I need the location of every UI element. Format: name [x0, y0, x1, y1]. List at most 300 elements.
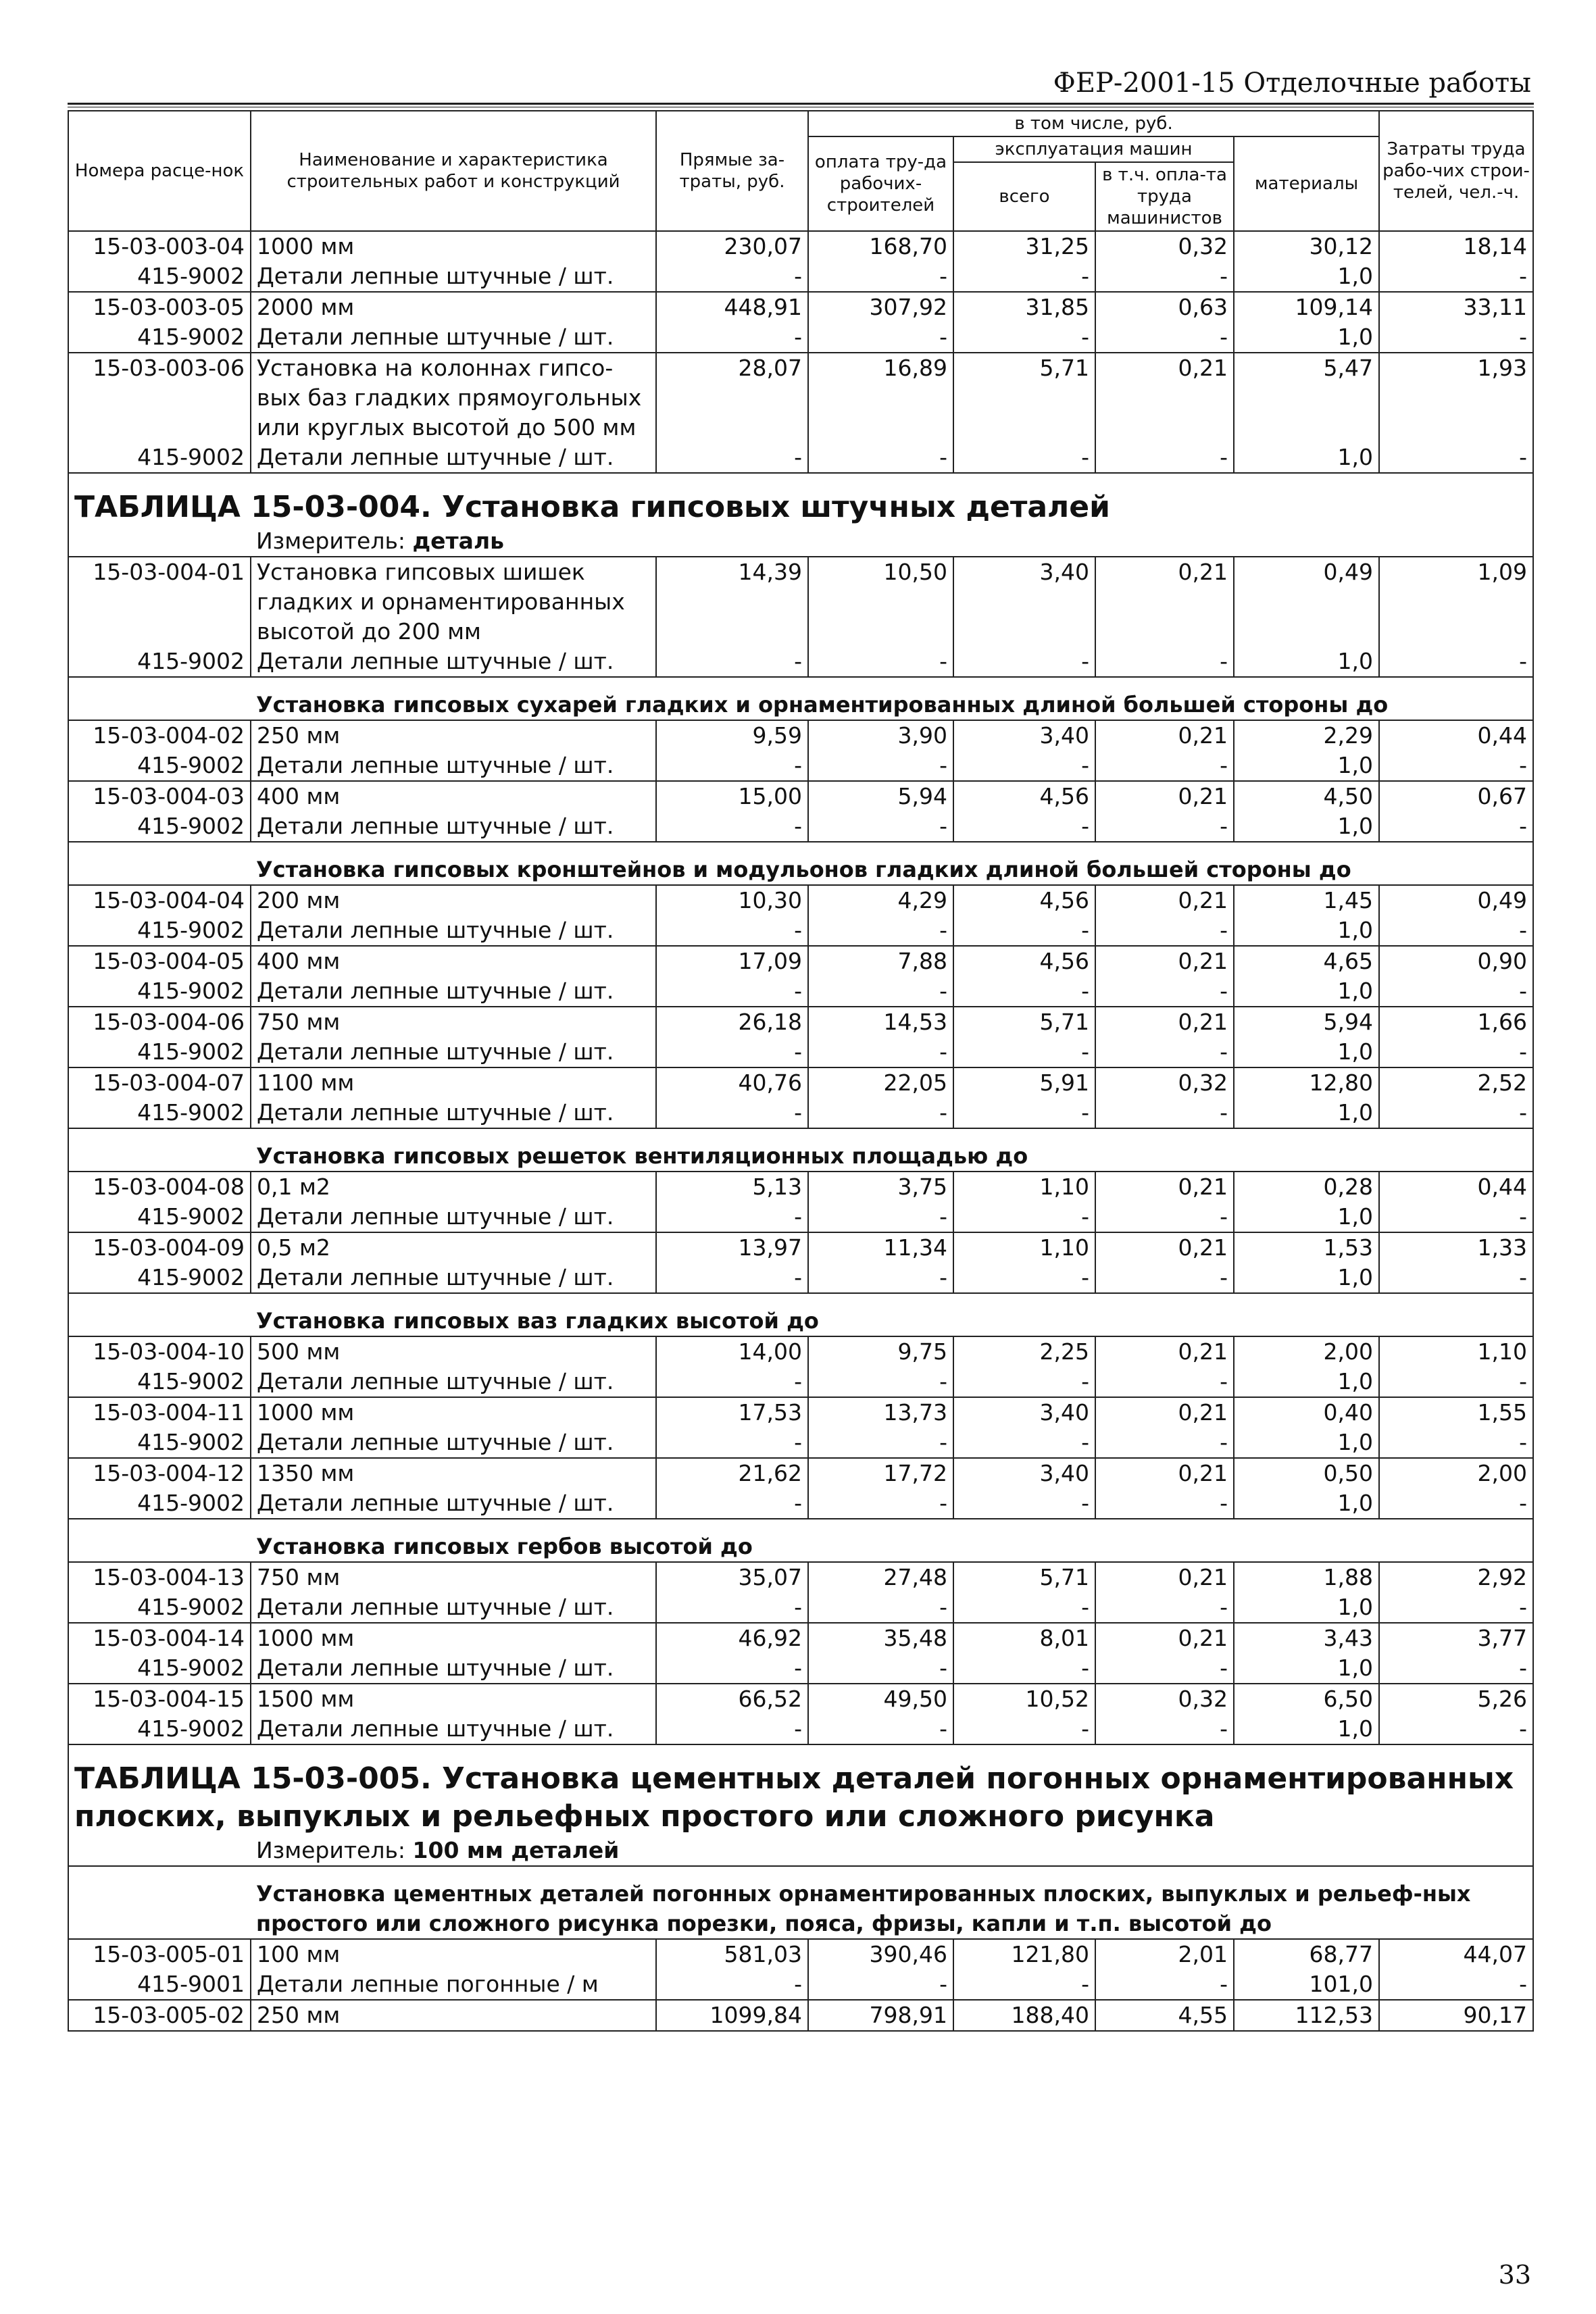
- cell-direct: -: [656, 811, 808, 842]
- cell-wages: 22,05: [808, 1067, 953, 1098]
- work-name: 1000 мм: [251, 231, 656, 261]
- cell-mach-wages: -: [1095, 1202, 1234, 1232]
- cell-mach-total: -: [953, 443, 1095, 473]
- table-row: [68, 292, 1533, 322]
- group-heading: Установка гипсовых сухарей гладких и орнаментированных длиной большей стороны до: [251, 677, 1533, 720]
- cell-mach-wages: 0,32: [1095, 231, 1234, 261]
- work-name: Детали лепные штучные / шт.: [251, 1098, 656, 1128]
- cell-direct: -: [656, 1202, 808, 1232]
- work-name: Детали лепные штучные / шт.: [251, 1428, 656, 1458]
- resource-row: [68, 1202, 1533, 1232]
- cell-mach-wages: 0,32: [1095, 1067, 1234, 1098]
- table-row: [68, 1623, 1533, 1653]
- page-header: ФЕР-2001-15 Отделочные работы: [1053, 68, 1531, 99]
- work-name: Детали лепные штучные / шт.: [251, 915, 656, 946]
- cell-materials: 30,12: [1234, 231, 1379, 261]
- rate-code: 15-03-004-07: [68, 1067, 251, 1098]
- work-name: Детали лепные штучные / шт.: [251, 261, 656, 292]
- col-header-machines: эксплуатация машин: [953, 136, 1234, 162]
- cell-mach-wages: 0,21: [1095, 1232, 1234, 1263]
- cell-labor: -: [1379, 1098, 1533, 1128]
- cell-mach-wages: 0,21: [1095, 1623, 1234, 1653]
- cell-mach-total: 5,71: [953, 353, 1095, 443]
- work-name: 0,5 м2: [251, 1232, 656, 1263]
- rate-code: 415-9002: [68, 1653, 251, 1684]
- rate-code: 15-03-004-13: [68, 1562, 251, 1592]
- cell-direct: 66,52: [656, 1684, 808, 1714]
- unit-value: 100 мм деталей: [412, 1837, 620, 1863]
- cell-wages: 307,92: [808, 292, 953, 322]
- group-spacer: [68, 1128, 251, 1172]
- cell-direct: 5,13: [656, 1172, 808, 1202]
- cell-labor: -: [1379, 261, 1533, 292]
- cell-mach-wages: -: [1095, 1367, 1234, 1397]
- cell-wages: 49,50: [808, 1684, 953, 1714]
- header-rule: [68, 103, 1534, 105]
- cell-labor: 1,93: [1379, 353, 1533, 443]
- cell-mach-wages: 0,63: [1095, 292, 1234, 322]
- cell-mach-total: -: [953, 811, 1095, 842]
- cell-mach-total: 3,40: [953, 720, 1095, 751]
- cell-direct: 21,62: [656, 1458, 808, 1488]
- resource-row: [68, 1488, 1533, 1519]
- cell-materials: 0,49: [1234, 557, 1379, 647]
- cell-direct: 230,07: [656, 231, 808, 261]
- rate-code: 415-9002: [68, 1714, 251, 1744]
- cell-mach-wages: -: [1095, 1263, 1234, 1293]
- cell-mach-total: 4,56: [953, 946, 1095, 976]
- rate-code: 415-9002: [68, 1367, 251, 1397]
- cell-labor: 0,44: [1379, 1172, 1533, 1202]
- cell-mach-wages: -: [1095, 1653, 1234, 1684]
- cell-labor: -: [1379, 1653, 1533, 1684]
- table-row: [68, 781, 1533, 811]
- cell-labor: -: [1379, 1714, 1533, 1744]
- cell-labor: 1,09: [1379, 557, 1533, 647]
- cell-direct: -: [656, 1037, 808, 1067]
- col-header-name: Наименование и характеристика строительных работ и конструкций: [251, 111, 656, 231]
- cell-mach-wages: 0,21: [1095, 1172, 1234, 1202]
- cell-mach-wages: -: [1095, 647, 1234, 677]
- cell-labor: -: [1379, 1592, 1533, 1623]
- cell-materials: 1,0: [1234, 443, 1379, 473]
- rate-code: 415-9002: [68, 976, 251, 1007]
- cell-wages: 798,91: [808, 2000, 953, 2031]
- work-name: Детали лепные штучные / шт.: [251, 751, 656, 781]
- rate-code: 15-03-005-02: [68, 2000, 251, 2031]
- cell-labor: 18,14: [1379, 231, 1533, 261]
- cell-direct: -: [656, 261, 808, 292]
- work-name: 750 мм: [251, 1007, 656, 1037]
- cell-mach-total: -: [953, 1428, 1095, 1458]
- col-header-labor: Затраты труда рабо-чих строи-телей, чел.-ч.: [1379, 111, 1533, 231]
- cell-mach-wages: 4,55: [1095, 2000, 1234, 2031]
- cell-wages: -: [808, 1592, 953, 1623]
- cell-mach-total: -: [953, 1202, 1095, 1232]
- table-row: [68, 885, 1533, 915]
- group-spacer: [68, 1519, 251, 1562]
- table-row: [68, 353, 1533, 443]
- group-heading: Установка гипсовых гербов высотой до: [251, 1519, 1533, 1562]
- work-name: Детали лепные штучные / шт.: [251, 1488, 656, 1519]
- measure-unit: [251, 1836, 1533, 1866]
- cell-wages: 5,94: [808, 781, 953, 811]
- cell-direct: -: [656, 1098, 808, 1128]
- cell-wages: 11,34: [808, 1232, 953, 1263]
- cell-direct: -: [656, 751, 808, 781]
- rate-code: 15-03-004-05: [68, 946, 251, 976]
- cell-direct: 14,00: [656, 1336, 808, 1367]
- cell-direct: 10,30: [656, 885, 808, 915]
- cell-direct: 46,92: [656, 1623, 808, 1653]
- rate-code: 15-03-004-15: [68, 1684, 251, 1714]
- unit-label: Измеритель:: [256, 528, 406, 554]
- cell-mach-total: 3,40: [953, 1397, 1095, 1428]
- cell-labor: 1,66: [1379, 1007, 1533, 1037]
- resource-row: [68, 261, 1533, 292]
- cell-mach-wages: -: [1095, 443, 1234, 473]
- cell-direct: 17,53: [656, 1397, 808, 1428]
- unit-spacer: [68, 526, 251, 557]
- work-name: Детали лепные штучные / шт.: [251, 811, 656, 842]
- cell-direct: -: [656, 1428, 808, 1458]
- cell-labor: 5,26: [1379, 1684, 1533, 1714]
- cell-direct: 581,03: [656, 1939, 808, 1969]
- cell-mach-wages: -: [1095, 1488, 1234, 1519]
- measure-unit-row: [68, 526, 1533, 557]
- col-header-incl: в том числе, руб.: [808, 111, 1379, 136]
- table-row: [68, 1232, 1533, 1263]
- table-row: [68, 1172, 1533, 1202]
- cell-materials: 1,0: [1234, 1367, 1379, 1397]
- work-name: Установка гипсовых шишек гладких и орнаментированных высотой до 200 мм: [251, 557, 656, 647]
- work-name: 2000 мм: [251, 292, 656, 322]
- cell-direct: 9,59: [656, 720, 808, 751]
- unit-label: Измеритель:: [256, 1837, 406, 1863]
- cell-mach-wages: 0,21: [1095, 1562, 1234, 1592]
- cell-wages: 390,46: [808, 1939, 953, 1969]
- work-name: Детали лепные штучные / шт.: [251, 443, 656, 473]
- cell-wages: 9,75: [808, 1336, 953, 1367]
- rate-code: 415-9002: [68, 443, 251, 473]
- cell-mach-total: 4,56: [953, 781, 1095, 811]
- rate-code: 15-03-004-12: [68, 1458, 251, 1488]
- cell-wages: -: [808, 443, 953, 473]
- cell-direct: -: [656, 1969, 808, 2000]
- rate-code: 415-9002: [68, 647, 251, 677]
- rate-code: 415-9002: [68, 1098, 251, 1128]
- cell-materials: 2,00: [1234, 1336, 1379, 1367]
- work-name: 1000 мм: [251, 1623, 656, 1653]
- rate-code: 415-9002: [68, 1202, 251, 1232]
- cell-wages: -: [808, 915, 953, 946]
- cell-direct: 15,00: [656, 781, 808, 811]
- cell-mach-wages: -: [1095, 1098, 1234, 1128]
- cell-direct: -: [656, 1714, 808, 1744]
- cell-mach-total: -: [953, 1714, 1095, 1744]
- cell-mach-wages: 0,21: [1095, 557, 1234, 647]
- work-name: Детали лепные штучные / шт.: [251, 322, 656, 353]
- group-heading: Установка цементных деталей погонных орнаментированных плоских, выпуклых и рельеф-ных простого или сложного рисунка порезки, пояса, фризы, капли и т.п. высотой до: [251, 1866, 1533, 1939]
- group-spacer: [68, 1866, 251, 1939]
- section-title-text: ТАБЛИЦА 15-03-005. Установка цементных деталей погонных орнаментированных плоских, выпуклых и рельефных простого или сложного рисунка: [68, 1744, 1533, 1836]
- cell-labor: -: [1379, 322, 1533, 353]
- work-name: Детали лепные штучные / шт.: [251, 1202, 656, 1232]
- table-section-title: [68, 1744, 1533, 1836]
- resource-row: [68, 915, 1533, 946]
- cell-materials: 0,40: [1234, 1397, 1379, 1428]
- measure-unit-row: [68, 1836, 1533, 1866]
- rates-table-wrapper: [68, 110, 1532, 2032]
- cell-labor: -: [1379, 1037, 1533, 1067]
- rate-code: 15-03-003-06: [68, 353, 251, 443]
- cell-materials: 109,14: [1234, 292, 1379, 322]
- group-heading-row: [68, 1866, 1533, 1939]
- rate-code: 15-03-003-04: [68, 231, 251, 261]
- cell-mach-wages: -: [1095, 322, 1234, 353]
- cell-wages: 3,90: [808, 720, 953, 751]
- resource-row: [68, 1098, 1533, 1128]
- cell-mach-wages: 0,21: [1095, 781, 1234, 811]
- cell-mach-wages: 0,21: [1095, 1007, 1234, 1037]
- table-head: [68, 111, 1533, 231]
- col-header-direct: Прямые за-траты, руб.: [656, 111, 808, 231]
- cell-direct: -: [656, 1263, 808, 1293]
- cell-wages: -: [808, 647, 953, 677]
- cell-mach-total: -: [953, 1653, 1095, 1684]
- cell-mach-total: -: [953, 1488, 1095, 1519]
- resource-row: [68, 1969, 1533, 2000]
- cell-direct: -: [656, 647, 808, 677]
- rate-code: 415-9002: [68, 915, 251, 946]
- group-spacer: [68, 677, 251, 720]
- cell-mach-wages: -: [1095, 751, 1234, 781]
- cell-mach-total: -: [953, 1367, 1095, 1397]
- cell-labor: 2,52: [1379, 1067, 1533, 1098]
- table-row: [68, 1007, 1533, 1037]
- rate-code: 15-03-004-11: [68, 1397, 251, 1428]
- cell-materials: 12,80: [1234, 1067, 1379, 1098]
- work-name: 500 мм: [251, 1336, 656, 1367]
- cell-wages: -: [808, 751, 953, 781]
- cell-labor: -: [1379, 811, 1533, 842]
- rates-table: [68, 110, 1534, 2032]
- table-row: [68, 1684, 1533, 1714]
- resource-row: [68, 1714, 1533, 1744]
- cell-wages: -: [808, 1202, 953, 1232]
- cell-materials: 1,0: [1234, 1263, 1379, 1293]
- cell-materials: 1,0: [1234, 1037, 1379, 1067]
- rate-code: 415-9002: [68, 1488, 251, 1519]
- cell-wages: -: [808, 1263, 953, 1293]
- cell-wages: 4,29: [808, 885, 953, 915]
- cell-direct: -: [656, 1592, 808, 1623]
- cell-mach-wages: -: [1095, 1037, 1234, 1067]
- resource-row: [68, 1653, 1533, 1684]
- cell-materials: 1,0: [1234, 751, 1379, 781]
- cell-labor: 2,92: [1379, 1562, 1533, 1592]
- cell-wages: 17,72: [808, 1458, 953, 1488]
- cell-direct: 1099,84: [656, 2000, 808, 2031]
- rate-code: 415-9002: [68, 1037, 251, 1067]
- resource-row: [68, 1037, 1533, 1067]
- cell-labor: 0,67: [1379, 781, 1533, 811]
- cell-direct: -: [656, 1653, 808, 1684]
- cell-materials: 112,53: [1234, 2000, 1379, 2031]
- cell-mach-wages: 0,21: [1095, 1458, 1234, 1488]
- group-heading: Установка гипсовых ваз гладких высотой до: [251, 1293, 1533, 1336]
- cell-mach-total: -: [953, 751, 1095, 781]
- cell-labor: -: [1379, 976, 1533, 1007]
- cell-labor: 1,55: [1379, 1397, 1533, 1428]
- table-row: [68, 1939, 1533, 1969]
- cell-mach-total: -: [953, 915, 1095, 946]
- cell-mach-total: 2,25: [953, 1336, 1095, 1367]
- resource-row: [68, 1592, 1533, 1623]
- cell-labor: -: [1379, 915, 1533, 946]
- group-heading: Установка гипсовых кронштейнов и модульонов гладких длиной большей стороны до: [251, 842, 1533, 885]
- cell-mach-total: 31,25: [953, 231, 1095, 261]
- cell-wages: -: [808, 1653, 953, 1684]
- cell-mach-total: 1,10: [953, 1172, 1095, 1202]
- resource-row: [68, 751, 1533, 781]
- work-name: Детали лепные штучные / шт.: [251, 1592, 656, 1623]
- work-name: 1100 мм: [251, 1067, 656, 1098]
- table-row: [68, 720, 1533, 751]
- rate-code: 15-03-003-05: [68, 292, 251, 322]
- work-name: Детали лепные штучные / шт.: [251, 647, 656, 677]
- rate-code: 15-03-004-06: [68, 1007, 251, 1037]
- rate-code: 15-03-004-08: [68, 1172, 251, 1202]
- rate-code: 15-03-004-01: [68, 557, 251, 647]
- page-number: 33: [1498, 2260, 1531, 2290]
- rate-code: 415-9002: [68, 811, 251, 842]
- resource-row: [68, 647, 1533, 677]
- work-name: Установка на колоннах гипсо-вых баз гладких прямоугольных или круглых высотой до 500 мм: [251, 353, 656, 443]
- cell-materials: 1,0: [1234, 811, 1379, 842]
- cell-materials: 1,0: [1234, 1653, 1379, 1684]
- cell-materials: 1,0: [1234, 261, 1379, 292]
- cell-mach-total: 10,52: [953, 1684, 1095, 1714]
- cell-labor: 2,00: [1379, 1458, 1533, 1488]
- cell-labor: 1,33: [1379, 1232, 1533, 1263]
- resource-row: [68, 811, 1533, 842]
- cell-materials: 1,0: [1234, 915, 1379, 946]
- cell-wages: -: [808, 261, 953, 292]
- cell-materials: 2,29: [1234, 720, 1379, 751]
- resource-row: [68, 1367, 1533, 1397]
- cell-materials: 1,0: [1234, 1202, 1379, 1232]
- measure-unit: [251, 526, 1533, 557]
- cell-wages: -: [808, 1488, 953, 1519]
- cell-direct: -: [656, 976, 808, 1007]
- cell-mach-wages: -: [1095, 811, 1234, 842]
- cell-wages: 13,73: [808, 1397, 953, 1428]
- group-heading-row: [68, 677, 1533, 720]
- cell-mach-total: 31,85: [953, 292, 1095, 322]
- cell-direct: 17,09: [656, 946, 808, 976]
- work-name: 1350 мм: [251, 1458, 656, 1488]
- cell-labor: 33,11: [1379, 292, 1533, 322]
- cell-direct: -: [656, 915, 808, 946]
- group-spacer: [68, 842, 251, 885]
- cell-direct: -: [656, 1367, 808, 1397]
- rate-code: 415-9002: [68, 1592, 251, 1623]
- cell-labor: -: [1379, 1969, 1533, 2000]
- cell-materials: 68,77: [1234, 1939, 1379, 1969]
- cell-mach-wages: -: [1095, 261, 1234, 292]
- cell-materials: 1,88: [1234, 1562, 1379, 1592]
- cell-labor: 0,44: [1379, 720, 1533, 751]
- cell-labor: -: [1379, 1488, 1533, 1519]
- cell-mach-wages: 0,21: [1095, 353, 1234, 443]
- cell-materials: 101,0: [1234, 1969, 1379, 2000]
- cell-materials: 0,50: [1234, 1458, 1379, 1488]
- cell-mach-total: 3,40: [953, 1458, 1095, 1488]
- cell-direct: 26,18: [656, 1007, 808, 1037]
- cell-wages: -: [808, 976, 953, 1007]
- cell-labor: -: [1379, 751, 1533, 781]
- cell-labor: 90,17: [1379, 2000, 1533, 2031]
- cell-direct: -: [656, 322, 808, 353]
- table-row: [68, 1397, 1533, 1428]
- work-name: Детали лепные штучные / шт.: [251, 1714, 656, 1744]
- cell-wages: -: [808, 1714, 953, 1744]
- cell-mach-total: -: [953, 1969, 1095, 2000]
- group-heading-row: [68, 842, 1533, 885]
- work-name: Детали лепные погонные / м: [251, 1969, 656, 2000]
- cell-labor: -: [1379, 1202, 1533, 1232]
- work-name: Детали лепные штучные / шт.: [251, 1653, 656, 1684]
- work-name: 250 мм: [251, 720, 656, 751]
- table-row: [68, 2000, 1533, 2031]
- cell-labor: 0,49: [1379, 885, 1533, 915]
- table-row: [68, 1458, 1533, 1488]
- cell-mach-total: -: [953, 1098, 1095, 1128]
- resource-row: [68, 976, 1533, 1007]
- cell-materials: 5,47: [1234, 353, 1379, 443]
- group-spacer: [68, 1293, 251, 1336]
- rate-code: 15-03-004-04: [68, 885, 251, 915]
- cell-direct: 14,39: [656, 557, 808, 647]
- table-body: [68, 231, 1533, 2031]
- cell-mach-total: -: [953, 1037, 1095, 1067]
- cell-wages: -: [808, 811, 953, 842]
- cell-mach-total: -: [953, 1263, 1095, 1293]
- table-row: [68, 231, 1533, 261]
- cell-materials: 4,65: [1234, 946, 1379, 976]
- cell-wages: 168,70: [808, 231, 953, 261]
- cell-materials: 1,0: [1234, 1714, 1379, 1744]
- cell-wages: 27,48: [808, 1562, 953, 1592]
- cell-mach-wages: -: [1095, 1428, 1234, 1458]
- cell-wages: -: [808, 1098, 953, 1128]
- work-name: 400 мм: [251, 946, 656, 976]
- work-name: 400 мм: [251, 781, 656, 811]
- cell-wages: 7,88: [808, 946, 953, 976]
- cell-labor: 3,77: [1379, 1623, 1533, 1653]
- work-name: 750 мм: [251, 1562, 656, 1592]
- cell-mach-total: -: [953, 322, 1095, 353]
- work-name: Детали лепные штучные / шт.: [251, 1037, 656, 1067]
- cell-mach-wages: -: [1095, 1969, 1234, 2000]
- work-name: 1000 мм: [251, 1397, 656, 1428]
- cell-mach-total: 188,40: [953, 2000, 1095, 2031]
- cell-mach-wages: -: [1095, 1592, 1234, 1623]
- cell-mach-total: 5,91: [953, 1067, 1095, 1098]
- cell-mach-total: -: [953, 261, 1095, 292]
- cell-direct: 13,97: [656, 1232, 808, 1263]
